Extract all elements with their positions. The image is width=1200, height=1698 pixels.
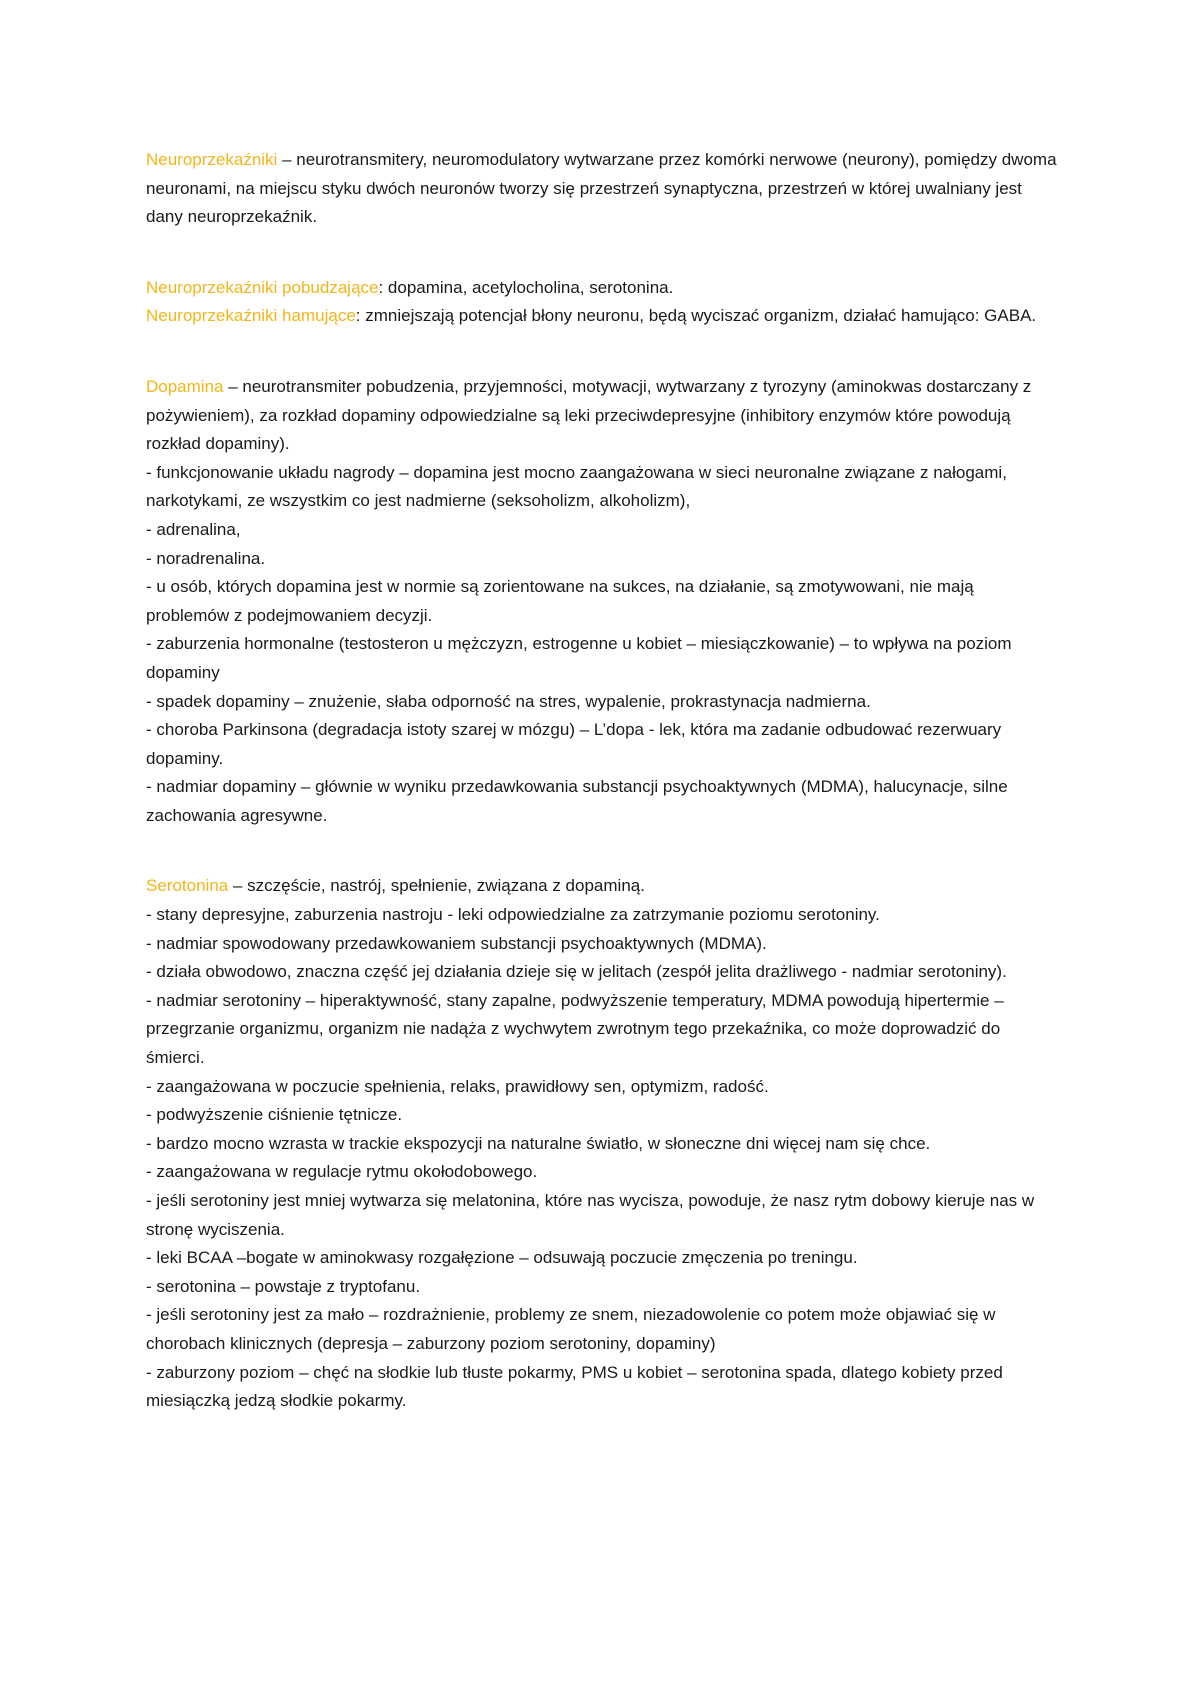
intro-paragraph — [146, 146, 1061, 232]
inhibitory-line — [146, 302, 1061, 331]
inhibitory-text: : zmniejszają potencjał błony neuronu, będą wyciszać organizm, działać hamująco: GABA. — [355, 306, 1037, 326]
list-item: - choroba Parkinsona (degradacja istoty szarej w mózgu) – L’dopa - lek, która ma zadanie odbudować rezerwuary dopaminy. — [146, 720, 1002, 768]
list-item: - zaangażowana w regulacje rytmu okołodobowego. — [146, 1162, 538, 1182]
dopamina-section — [146, 373, 1061, 831]
term-inhibitory: Neuroprzekaźniki hamujące — [146, 306, 356, 326]
list-item: - zaangażowana w poczucie spełnienia, relaks, prawidłowy sen, optymizm, radość. — [146, 1076, 769, 1096]
list-item: - jeśli serotoniny jest za mało – rozdrażnienie, problemy ze snem, niezadowolenie co potem może objawiać się w chorobach klinicznych (depresja – zaburzony poziom serotoniny, dopaminy) — [146, 1305, 996, 1353]
document-body — [146, 146, 1061, 1416]
term-serotonina: Serotonina — [146, 876, 229, 896]
dopamina-intro — [146, 373, 1061, 459]
list-item: - spadek dopaminy – znużenie, słaba odporność na stres, wypalenie, prokrastynacja nadmierna. — [146, 691, 871, 711]
list-item: - serotonina – powstaje z tryptofanu. — [146, 1276, 421, 1296]
list-item: - funkcjonowanie układu nagrody – dopamina jest mocno zaangażowana w sieci neuronalne związane z nałogami, narkotykami, ze wszystkim co jest nadmierne (seksoholizm, alkoholizm), — [146, 462, 1007, 511]
excitatory-line — [146, 274, 1061, 303]
serotonina-intro — [146, 872, 1061, 901]
list-item: - podwyższenie ciśnienie tętnicze. — [146, 1105, 403, 1125]
excitatory-text: : dopamina, acetylocholina, serotonina. — [378, 277, 674, 297]
list-item: - nadmiar dopaminy – głównie w wyniku przedawkowania substancji psychoaktywnych (MDMA), halucynacje, silne zachowania agresywne. — [146, 777, 1008, 825]
list-item: - nadmiar serotoniny – hiperaktywność, stany zapalne, podwyższenie temperatury, MDMA powodują hipertermie – przegrzanie organizmu, organizm nie nadąża z wychwytem zwrotnym tego przekaźnika, co może doprowadzić do śmierci. — [146, 990, 1004, 1068]
list-item: - nadmiar spowodowany przedawkowaniem substancji psychoaktywnych (MDMA). — [146, 933, 767, 953]
list-item: - noradrenalina. — [146, 548, 266, 568]
intro-text: – neurotransmitery, neuromodulatory wytwarzane przez komórki nerwowe (neurony), pomiędzy dwoma neuronami, na miejscu styku dwóch neuronów tworzy się przestrzeń synaptyczna, przestrzeń w której uwalniany jest dany neuroprzekaźnik. — [146, 150, 1057, 227]
term-dopamina: Dopamina — [146, 376, 224, 396]
list-item: - zaburzenia hormonalne (testosteron u mężczyzn, estrogenne u kobiet – miesiączkowanie) – to wpływa na poziom dopaminy — [146, 634, 1012, 682]
list-item: - stany depresyjne, zaburzenia nastroju - leki odpowiedzialne za zatrzymanie poziomu serotoniny. — [146, 905, 880, 925]
types-paragraph — [146, 274, 1061, 331]
serotonina-section — [146, 872, 1061, 1415]
list-item: - adrenalina, — [146, 519, 241, 539]
list-item: - jeśli serotoniny jest mniej wytwarza się melatonina, które nas wycisza, powoduje, że nasz rytm dobowy kieruje nas w stronę wyciszenia. — [146, 1191, 1035, 1239]
spacer — [146, 232, 1061, 274]
list-item: - działa obwodowo, znaczna część jej działania dzieje się w jelitach (zespół jelita drażliwego - nadmiar serotoniny). — [146, 962, 1007, 982]
dopamina-text: – neurotransmiter pobudzenia, przyjemności, motywacji, wytwarzany z tyrozyny (aminokwas dostarczany z pożywieniem), za rozkład dopaminy odpowiedzialne są leki przeciwdepresyjne (inhibitory enzymów które powodują rozkład dopaminy). — [146, 376, 1032, 454]
list-item: - leki BCAA –bogate w aminokwasy rozgałęzione – odsuwają poczucie zmęczenia po treningu. — [146, 1248, 858, 1268]
term-excitatory: Neuroprzekaźniki pobudzające — [146, 277, 379, 297]
spacer — [146, 830, 1061, 872]
list-item: - zaburzony poziom – chęć na słodkie lub tłuste pokarmy, PMS u kobiet – serotonina spada, dlatego kobiety przed miesiączką jedzą słodkie pokarmy. — [146, 1362, 1003, 1411]
list-item: - u osób, których dopamina jest w normie są zorientowane na sukces, na działanie, są zmotywowani, nie mają problemów z podejmowaniem decyzji. — [146, 577, 974, 625]
term-neuroprzekazniki: Neuroprzekaźniki — [146, 150, 278, 169]
spacer — [146, 331, 1061, 373]
serotonina-text: – szczęście, nastrój, spełnienie, związana z dopaminą. — [228, 876, 645, 896]
list-item: - bardzo mocno wzrasta w trackie ekspozycji na naturalne światło, w słoneczne dni więcej nam się chce. — [146, 1133, 931, 1153]
